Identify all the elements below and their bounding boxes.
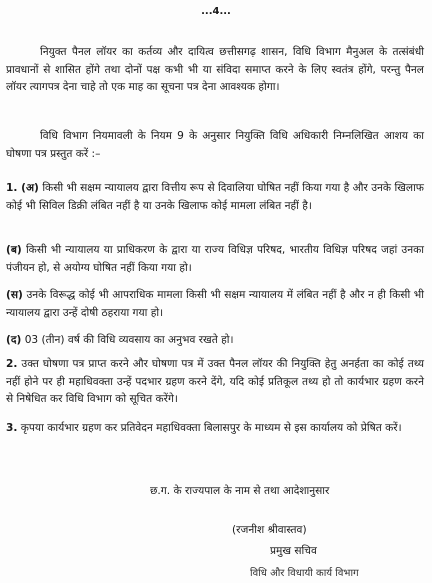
- clause-d: [6, 332, 424, 350]
- clause-text: उक्त घोषणा पत्र प्राप्त करने और घोषणा पत्र में उक्त पैनल लॉयर की नियुक्ति हेतु अनर्हता का कोई तथ्य नहीं होने पर ही महाधिवक्ता उन्हें पदभार ग्रहण करने देंगे, यदि कोई प्रतिकूल तथ्य हो तो कार्यभार ग्रहण करने से निषेधित कर विधि विभाग को सूचित करेंगे।: [6, 358, 424, 405]
- clause-text: उनके विरूद्ध कोई भी आपराधिक मामला किसी भी सक्षम न्यायालय में लंबित नहीं है और न ही किसी भी न्यायालय द्वारा उन्हें दोषी ठहराया गया हो।: [6, 289, 424, 319]
- paragraph-declaration-intro: [6, 128, 424, 163]
- signature-closing: छ.ग. के राज्यपाल के नाम से तथा आदेशानुसार: [150, 485, 330, 497]
- signatory-designation: प्रमुख सचिव: [270, 545, 317, 557]
- clause-3: [6, 420, 424, 438]
- signatory-department: विधि और विधायी कार्य विभाग: [250, 568, 359, 579]
- clause-s: [6, 287, 424, 322]
- clause-label: (स): [6, 289, 23, 301]
- clause-b: [6, 242, 424, 277]
- clause-text: किसी भी सक्षम न्यायालय द्वारा वित्तीय रूप से दिवालिया घोषित नहीं किया गया है और उनके खिलाफ कोई भी सिविल डिक्री लंबित नहीं है या उनके खिलाफ कोई मामला लंबित नहीं है।: [6, 182, 424, 212]
- clause-label: 1. (अ): [6, 182, 39, 194]
- clause-label: 2.: [6, 358, 18, 370]
- clause-text: किसी भी न्यायालय या प्राधिकरण के द्वारा या राज्य विधिज्ञ परिषद, भारतीय विधिज्ञ परिषद जहां उनका पंजीयन हो, से अयोग्य घोषित नहीं किया गया हो।: [6, 244, 424, 274]
- page-number: ...4...: [201, 6, 231, 17]
- clause-label: (ब): [6, 244, 22, 256]
- clause-text: 03 (तीन) वर्ष की विधि व्यवसाय का अनुभव रखते हो।: [24, 334, 234, 346]
- clause-text: कृपया कार्यभार ग्रहण कर प्रतिवेदन महाधिवक्ता बिलासपुर के माध्यम से इस कार्यालय को प्रेषित करें।: [20, 422, 402, 434]
- paragraph-text: विधि विभाग नियमावली के नियम 9 के अनुसार नियुक्ति विधि अधिकारी निम्नलिखित आशय का घोषणा पत्र प्रस्तुत करें :–: [6, 130, 424, 160]
- paragraph-text: नियुक्त पैनल लॉयर का कर्तव्य और दायित्व छत्तीसगढ़ शासन, विधि विभाग मैनुअल के तत्संबंधी प्रावधानों से शासित होंगे तथा दोनों पक्ष कभी भी या संविदा समाप्त करने के लिए स्वतंत्र होंगे, परन्तु पैनल लॉयर त्यागपत्र देना चाहे तो एक माह का सूचना पत्र देना आवश्यक होगा।: [6, 46, 424, 93]
- clause-2: [6, 356, 424, 409]
- clause-label: (द): [6, 334, 22, 346]
- clause-label: 3.: [6, 422, 18, 434]
- paragraph-duties: [6, 44, 424, 97]
- signatory-name: (रजनीश श्रीवास्तव): [232, 524, 307, 536]
- clause-1a: [6, 180, 424, 215]
